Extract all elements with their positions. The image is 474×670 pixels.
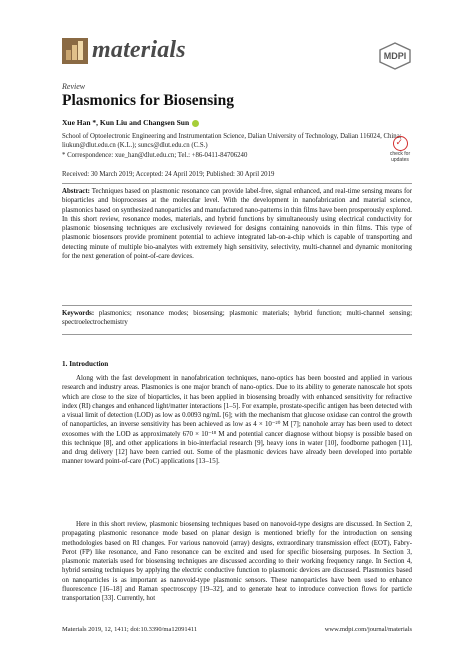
journal-name: materials: [92, 37, 186, 63]
affiliation: School of Optoelectronic Engineering and Instrumentation Science, Dalian University of Technology, Dalian 116024, China; liukun@dlut.edu.cn (K.L.); suncs@dlut.edu.cn (C.S.): [62, 133, 402, 149]
article-type: Review: [62, 82, 86, 91]
keywords: [62, 309, 412, 328]
journal-logo-icon: [62, 38, 88, 64]
check-updates-icon: ✓: [393, 136, 408, 151]
journal-url-link[interactable]: www.mdpi.com/journal/materials: [324, 626, 412, 633]
abstract-text: Techniques based on plasmonic resonance can provide label-free, signal enhanced, and real-time sensing means for bioparticles and bioprocesses at the molecular level. With the development in nanofabrication and material science, plasmonics based on synthesized nanoparticles and manufactured nano-patterns in thin films have been prosperously explored. In this short review, resonance modes, materials, and hybrid functions by simultaneously using electrical conductivity for plasmonic biosensing techniques are exclusively reviewed for designs containing nanovoids in thin films. This type of plasmonic biosensors provide prominent potential to achieve integrated lab-on-a-chip which is capable of transporting and detecting minute of multiple bio-analytes with extremely high sensitivity, selectivity, multi-channel and dynamic monitoring for the next generation of point-of-care devices.: [62, 188, 412, 261]
correspondence: * Correspondence: xue_han@dlut.edu.cn; Tel.: +86-0411-84706240: [62, 152, 248, 159]
keywords-label: Keywords:: [62, 310, 95, 317]
citation-footer: Materials 2019, 12, 1411; doi:10.3390/ma12091411: [62, 626, 198, 633]
mdpi-logo: [378, 42, 412, 70]
article-title: Plasmonics for Biosensing: [62, 92, 234, 109]
mdpi-label: MDPI: [383, 51, 407, 61]
paragraph: Here in this short review, plasmonic biosensing techniques based on nanovoid-type designs are discussed. In Section 2, propagating plasmonic resonance mode based on planar design is mentioned briefly for the introduction on sensing methodologies based on RI changes. For various nanovoid (array) designs, extraordinary transmission effect (EOT), Fabry-Perot (FP) like resonance, and Fano resonance can be excited and used for specific biosensing purposes. In Section 3, plasmonic materials used for biosensing techniques are discussed according to their working frequency range. In Section 4, hybrid sensing techniques by applying the electric conductive function to plasmonic devices are discussed. Plasmonics based on nanoparticles is as important as nanovoid-type plasmonic sensors. These nanoparticles have been used to enhance fluorescence [16–18] and Raman spectroscopy [19–32], and to generate heat to introduce convection flows for particle transportation [33]. Currently, hot: [62, 521, 412, 602]
abstract: [62, 187, 412, 261]
authors-text: Xue Han *, Kun Liu and Changsen Sun: [62, 118, 190, 127]
divider: [62, 334, 412, 335]
paragraph: Along with the fast development in nanofabrication techniques, nano-optics has been boosted and applied in various research and industry areas. Plasmonics is one major branch of nano-optics. Due to its ability to generate nanoscale hot spots which are close to the size of bioparticles, it has been applied in biosensing broadly with enhanced sensitivity for refractive index (RI) changes and enhanced light/matter interactions [1–5]. For example, prostate-specific antigen has been detected with a visual limit of detection (LOD) as low as 0.0093 ng/mL [6]; with the mechanism that glucose oxidase can control the growth of nanoparticles, an inverse sensitivity has been achieved as low as 4 × 10⁻²⁰ M [7]; nanohole array has been used to detect exosomes with the LOD as approximately 670 × 10⁻¹⁸ M and potential cancer diagnose without biopsy is possible based on this technique [8], and other applications in bio-interfacial research [9], heavy ions in water [10], foodborne pathogen [11], and drug delivery [12] have been carried out. Some of the plasmonic devices have already been developed into portable manner toward point-of-care (PoC) applications [13–15].: [62, 375, 412, 466]
publication-dates: Received: 30 March 2019; Accepted: 24 April 2019; Published: 30 April 2019: [62, 171, 275, 178]
check-for-updates-button[interactable]: [382, 136, 418, 163]
orcid-icon[interactable]: [192, 120, 199, 127]
divider: [62, 183, 412, 184]
abstract-label: Abstract:: [62, 188, 90, 195]
divider: [62, 305, 412, 306]
keywords-text: plasmonics; resonance modes; biosensing; plasmonic materials; hybrid function; multi-channel sensing; spectroelectrochemistry: [62, 310, 412, 327]
author-list: [62, 118, 199, 127]
section-title: 1. Introduction: [62, 360, 109, 368]
check-updates-label: check for updates: [389, 151, 411, 163]
